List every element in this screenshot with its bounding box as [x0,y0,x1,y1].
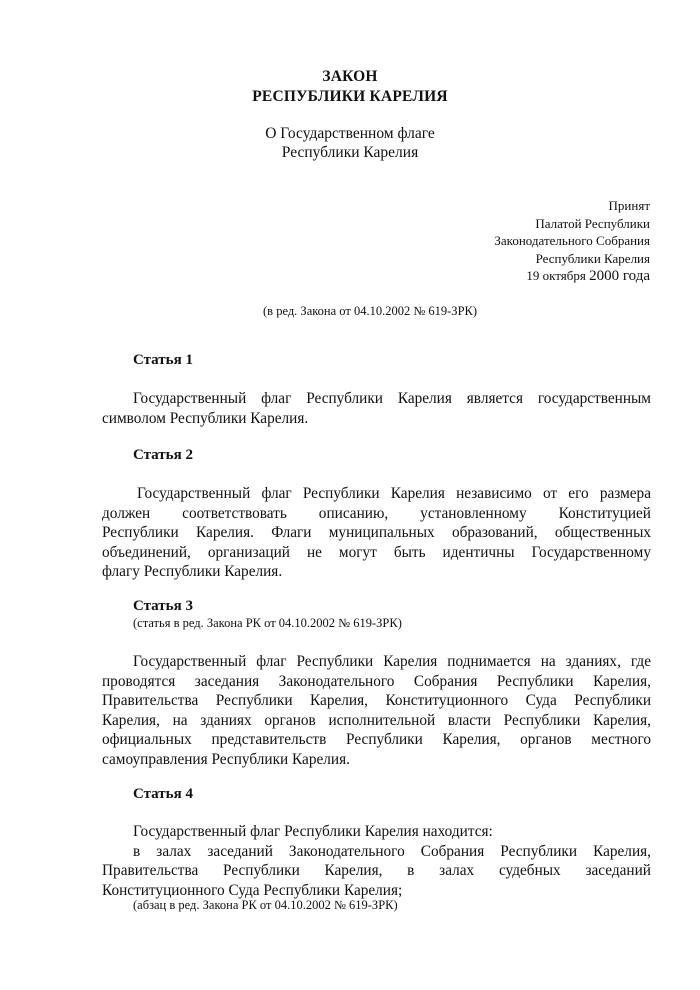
article-1-text [102,389,651,428]
edition-note: (в ред. Закона от 04.10.2002 № 619-ЗРК) [263,304,478,318]
article-3-text [102,652,651,769]
article-3-line: Правительства Республики Карелия, Конституционного Суда Республики [102,692,651,709]
article-2-line: Республики Карелия. Флаги муниципальных образований, общественных [102,524,651,541]
article-3-line: проводятся заседания Законодательного Собрания Республики Карелия, [102,672,651,690]
article-4-heading: Статья 4 [133,786,193,802]
article-3-line: самоуправления Республики Карелия. [102,750,350,768]
article-1-line: символом Республики Карелия. [102,409,309,427]
adopted-date-year: 2000 года [589,268,650,284]
article-2-line: объединений, организаций не могут быть идентичны Государственному [102,543,651,561]
adopted-date [494,267,650,286]
article-2-line: должен соответствовать описанию, установленному Конституцией [102,504,651,522]
article-1-line: Государственный флаг Республики Карелия является государственным [133,390,651,407]
article-3-line: Карелия, на зданиях органов исполнительной власти Республики Карелия, [102,711,651,729]
article-3-line: официальных представительств Республики Карелия, органов местного [102,731,651,748]
article-4-line: Правительства Республики Карелия, в залах судебных заседаний [102,862,651,879]
adopted-line4: Республики Карелия [535,250,650,266]
article-2-line: Государственный флаг Республики Карелия независимо от его размера [137,485,651,502]
law-subtitle-line2: Республики Карелия [281,144,419,161]
article-2-text [102,484,651,582]
adopted-line1: Принят [608,198,650,213]
article-4-text [102,822,651,900]
law-title-line2: РЕСПУБЛИКИ КАРЕЛИЯ [252,88,448,105]
article-4-line: в залах заседаний Законодательного Собрания Республики Карелия, [133,842,651,860]
article-4-note: (абзац в ред. Закона РК от 04.10.2002 № 619-ЗРК) [133,898,398,912]
adopted-line3: Законодательного Собрания [494,233,650,248]
article-3-note: (статья в ред. Закона РК от 04.10.2002 № 619-ЗРК) [133,616,402,630]
adopted-line2: Палатой Республики [535,215,650,231]
article-2-heading: Статья 2 [133,447,193,463]
adopted-block [494,197,650,286]
article-1-heading: Статья 1 [133,352,193,368]
law-title-line1: ЗАКОН [322,68,378,85]
article-3-line: Государственный флаг Республики Карелия поднимается на зданиях, где [133,653,651,670]
article-4-line: Государственный флаг Республики Карелия находится: [133,823,493,840]
article-4-line: Конституционного Суда Республики Карелия; [102,881,403,899]
law-subtitle-line1: О Государственном флаге [265,125,435,142]
article-3-heading: Статья 3 [133,598,193,614]
adopted-date-day-month: 19 октября [526,268,586,283]
article-2-line: флагу Республики Карелия. [102,563,283,580]
